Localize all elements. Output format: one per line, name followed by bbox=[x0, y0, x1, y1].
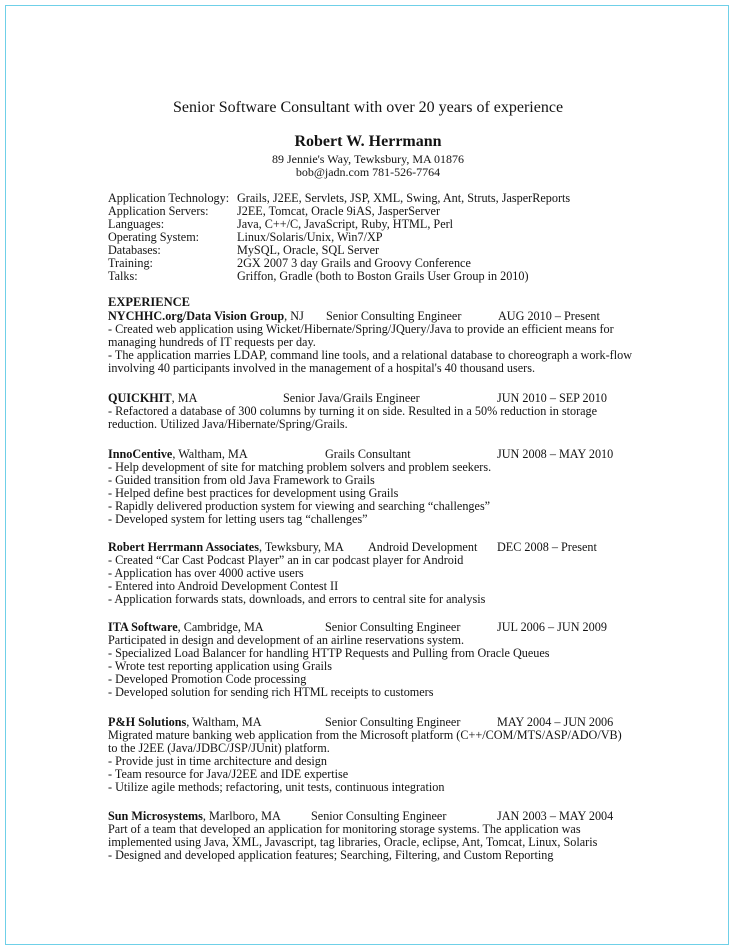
job-title: Senior Consulting Engineer bbox=[326, 309, 462, 323]
job-line: reduction. Utilized Java/Hibernate/Spring/Grails. bbox=[108, 417, 348, 431]
job-dates: DEC 2008 – Present bbox=[497, 540, 597, 554]
job-title: Android Development bbox=[368, 540, 478, 554]
company-location: , Tewksbury, MA bbox=[258, 540, 344, 554]
job-line: - Application has over 4000 active users bbox=[108, 566, 304, 580]
job-line: - Developed solution for sending rich HTML receipts to customers bbox=[108, 685, 434, 699]
skill-label: Training: bbox=[108, 256, 153, 270]
skill-value: J2EE, Tomcat, Oracle 9iAS, JasperServer bbox=[237, 204, 441, 218]
job-line: - Designed and developed application features; Searching, Filtering, and Custom Reporting bbox=[108, 848, 554, 862]
company-name: ITA Software bbox=[108, 620, 178, 634]
skill-value: 2GX 2007 3 day Grails and Groovy Conference bbox=[237, 256, 471, 270]
company-location: , NJ bbox=[284, 309, 304, 323]
job-line: - Specialized Load Balancer for handling HTTP Requests and Pulling from Oracle Queues bbox=[108, 646, 550, 660]
skill-label: Operating System: bbox=[108, 230, 200, 244]
candidate-name: Robert W. Herrmann bbox=[294, 133, 442, 150]
company-location: , MA bbox=[171, 391, 198, 405]
skill-label: Languages: bbox=[108, 217, 165, 231]
job-line: - Developed system for letting users tag “challenges” bbox=[108, 512, 368, 526]
skill-value: Linux/Solaris/Unix, Win7/XP bbox=[237, 230, 383, 244]
job-line: - Provide just in time architecture and design bbox=[108, 754, 327, 768]
resume-headline: Senior Software Consultant with over 20 years of experience bbox=[172, 99, 564, 116]
job-line: - Application forwards stats, downloads, and errors to central site for analysis bbox=[108, 592, 486, 606]
job-line: - Utilize agile methods; refactoring, unit tests, continuous integration bbox=[108, 780, 445, 794]
job-line: - Created “Car Cast Podcast Player” an in car podcast player for Android bbox=[108, 553, 464, 567]
job-line: - The application marries LDAP, command line tools, and a relational database to choreograph a work-flow bbox=[108, 348, 633, 362]
experience-heading: EXPERIENCE bbox=[108, 295, 190, 309]
job-employer bbox=[108, 621, 264, 633]
skill-value: Java, C++/C, JavaScript, Ruby, HTML, Perl bbox=[237, 217, 454, 231]
job-line: Part of a team that developed an application for monitoring storage systems. The application was bbox=[108, 822, 581, 836]
job-title: Senior Consulting Engineer bbox=[325, 715, 461, 729]
company-location: , Cambridge, MA bbox=[177, 620, 264, 634]
company-name: NYCHHC.org/Data Vision Group bbox=[108, 309, 285, 323]
job-employer bbox=[108, 810, 281, 822]
skill-value: MySQL, Oracle, SQL Server bbox=[237, 243, 380, 257]
job-line: Migrated mature banking web application from the Microsoft platform (C++/COM/MTS/ASP/ADO/VB) bbox=[108, 728, 622, 742]
skill-value: Grails, J2EE, Servlets, JSP, XML, Swing, Ant, Struts, JasperReports bbox=[237, 191, 571, 205]
job-dates: JUN 2010 – SEP 2010 bbox=[497, 391, 607, 405]
job-dates: JUN 2008 – MAY 2010 bbox=[497, 447, 614, 461]
job-line: - Help development of site for matching problem solvers and problem seekers. bbox=[108, 460, 492, 474]
skill-value: Griffon, Gradle (both to Boston Grails User Group in 2010) bbox=[237, 269, 529, 283]
job-line: to the J2EE (Java/JDBC/JSP/JUnit) platform. bbox=[108, 741, 330, 755]
job-dates: AUG 2010 – Present bbox=[498, 309, 600, 323]
job-line: - Rapidly delivered production system for viewing and searching “challenges” bbox=[108, 499, 491, 513]
company-name: Robert Herrmann Associates bbox=[108, 540, 259, 554]
job-title: Senior Consulting Engineer bbox=[325, 620, 461, 634]
job-title: Grails Consultant bbox=[325, 447, 411, 461]
company-name: P&H Solutions bbox=[108, 715, 187, 729]
skill-label: Databases: bbox=[108, 243, 161, 257]
job-line: - Guided transition from old Java Framework to Grails bbox=[108, 473, 375, 487]
job-dates: MAY 2004 – JUN 2006 bbox=[497, 715, 614, 729]
job-line: - Developed Promotion Code processing bbox=[108, 672, 307, 686]
company-location: , Marlboro, MA bbox=[202, 809, 281, 823]
job-line: Participated in design and development of an airline reservations system. bbox=[108, 633, 465, 647]
job-line: - Team resource for Java/J2EE and IDE expertise bbox=[108, 767, 349, 781]
job-employer bbox=[108, 716, 262, 728]
skill-label: Talks: bbox=[108, 269, 138, 283]
company-location: , Waltham, MA bbox=[186, 715, 262, 729]
job-dates: JUL 2006 – JUN 2009 bbox=[497, 620, 607, 634]
job-line: implemented using Java, XML, Javascript, tag libraries, Oracle, eclipse, Ant, Tomcat, Linux, Solaris bbox=[108, 835, 598, 849]
skill-label: Application Servers: bbox=[108, 204, 209, 218]
job-dates: JAN 2003 – MAY 2004 bbox=[497, 809, 614, 823]
job-line: - Helped define best practices for development using Grails bbox=[108, 486, 399, 500]
company-name: QUICKHIT bbox=[108, 391, 172, 405]
job-employer bbox=[108, 541, 344, 553]
job-line: - Refactored a database of 300 columns by turning it on side. Resulted in a 50% reduction in storage bbox=[108, 404, 598, 418]
job-line: - Created web application using Wicket/Hibernate/Spring/JQuery/Java to provide an efficient means for bbox=[108, 322, 614, 336]
company-location: , Waltham, MA bbox=[172, 447, 248, 461]
skill-label: Application Technology: bbox=[108, 191, 230, 205]
job-line: - Wrote test reporting application using Grails bbox=[108, 659, 333, 673]
job-line: involving 40 participants involved in the management of a hospital's 40 thousand users. bbox=[108, 361, 535, 375]
job-employer bbox=[108, 310, 304, 322]
company-name: Sun Microsystems bbox=[108, 809, 203, 823]
job-line: managing hundreds of IT requests per day. bbox=[108, 335, 316, 349]
job-employer bbox=[108, 392, 197, 404]
job-employer bbox=[108, 448, 248, 460]
address-line: 89 Jennie's Way, Tewksbury, MA 01876 bbox=[271, 152, 464, 166]
job-title: Senior Java/Grails Engineer bbox=[283, 391, 420, 405]
job-title: Senior Consulting Engineer bbox=[311, 809, 447, 823]
company-name: InnoCentive bbox=[108, 447, 173, 461]
contact-line: bob@jadn.com 781-526-7764 bbox=[295, 165, 441, 179]
job-line: - Entered into Android Development Contest II bbox=[108, 579, 339, 593]
